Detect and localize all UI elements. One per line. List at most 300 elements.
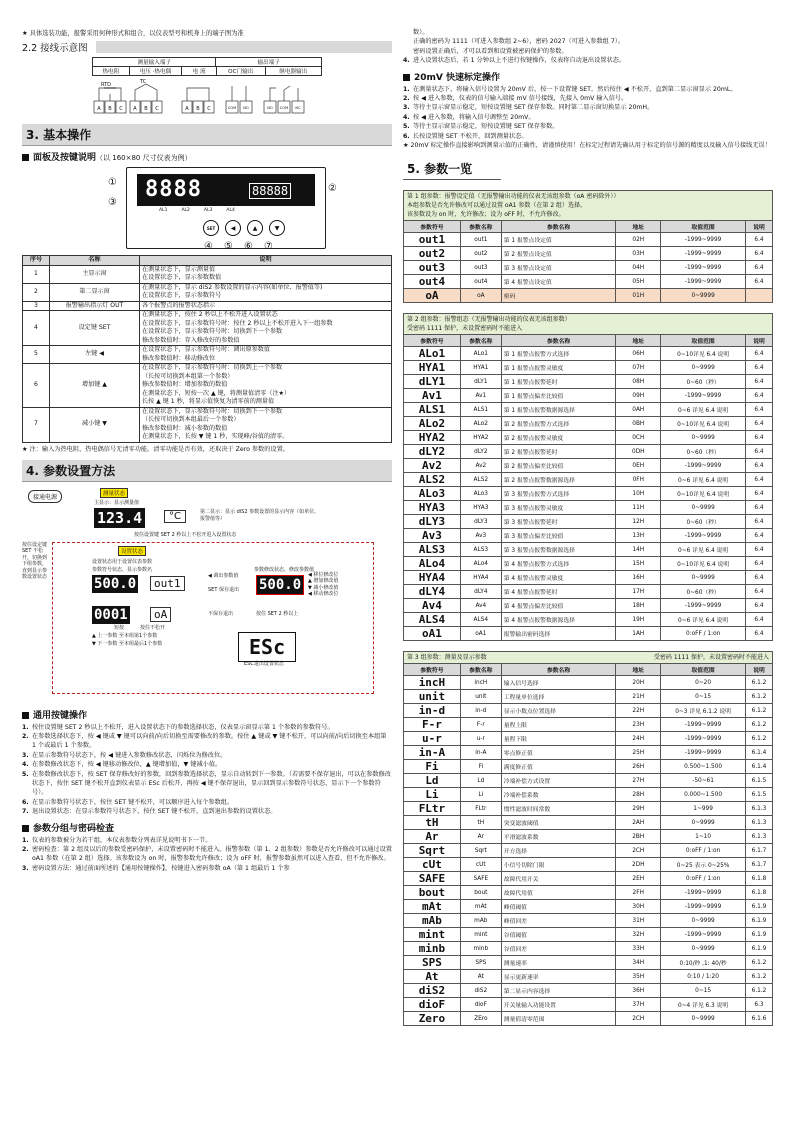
param-row <box>404 928 773 942</box>
param-cell: in-A <box>460 746 501 760</box>
param-cell: Av2 <box>404 459 461 473</box>
param-cell: 0~4 详见 6.3 说明 <box>661 998 746 1012</box>
param-cell: dioF <box>460 998 501 1012</box>
param-cell: 0:10 / 1:20 <box>661 970 746 984</box>
callout-4: ④ <box>204 241 213 252</box>
param-row <box>404 830 773 844</box>
param-cell: 6.4 <box>746 613 773 627</box>
kt-name: 增加键 ▲ <box>50 364 140 408</box>
param-row <box>404 233 773 247</box>
param-row <box>404 459 773 473</box>
panel-illustration <box>22 165 392 255</box>
param-cell: 0DH <box>616 445 661 459</box>
lbl-longhold: 按住不松开 <box>140 624 166 631</box>
param-header-cell: 取值范围 <box>661 221 746 233</box>
param-cell: ALS3 <box>460 543 501 557</box>
down-key-icon[interactable]: ▼ <box>269 220 285 236</box>
callout-7: ⑦ <box>264 241 273 252</box>
callout-2: ② <box>328 183 337 194</box>
param-cell: 6.4 <box>746 275 773 289</box>
param-cell: 第 4 报警点报警方式选择 <box>501 557 616 571</box>
list-item <box>22 751 392 760</box>
term-b-3: B <box>196 106 200 112</box>
param-cell: 惯性滤波时间常数 <box>501 802 616 816</box>
led-al4: AL4 <box>226 208 235 213</box>
param-cell: 第 1 报警点偏差比较值 <box>501 389 616 403</box>
param-cell: 2CH <box>616 844 661 858</box>
param-symbol-state: 参数符号状态，显示参数名 <box>92 566 153 573</box>
list-item <box>22 864 392 873</box>
param-row <box>404 431 773 445</box>
param-cell: Av1 <box>404 389 461 403</box>
sec4-title: 4. 参数设置方法 <box>22 460 392 482</box>
param-cell: 6.1.9 <box>746 900 773 914</box>
param-row <box>404 543 773 557</box>
param-cell: 0~10详见 6.4 说明 <box>661 347 746 361</box>
param-cell: 6.4 <box>746 585 773 599</box>
param-cell: 第 1 报警点报警灵敏度 <box>501 361 616 375</box>
param-cell: SAFE <box>460 872 501 886</box>
param-row <box>404 704 773 718</box>
param-cell: 0~3 详见 6.1.2 说明 <box>661 704 746 718</box>
param-cell: 第 2 报警点偏差比较值 <box>501 459 616 473</box>
param-cell: minb <box>460 942 501 956</box>
param-cell: 6.4 <box>746 375 773 389</box>
kt-desc <box>140 301 392 311</box>
param-cell: 0~9999 <box>661 914 746 928</box>
param-cell: 平滑滤波系数 <box>501 830 616 844</box>
param-cell: 0~6 详见 6.4 说明 <box>661 403 746 417</box>
param-cell: 6.1.4 <box>746 746 773 760</box>
param-cell: 输入信号选择 <box>501 676 616 690</box>
param-cell: 测量值清零范围 <box>501 1012 616 1026</box>
param-cell: 冷端补偿方式设置 <box>501 774 616 788</box>
list-text: 密码检查：第 2 组及以后的参数受密码保护，未设置密码时不能进入。报警参数（第 1、2 组参数）参数是否允许修改可以通过设置 oA1 参数（在第 2 组）选择。该参数设为 on 时，报警参数允许修改；设为 oFF 时，报警参数虽然可以进入查看，但不允许修改。 <box>32 845 392 863</box>
password-continue <box>403 28 773 56</box>
param-cell: 6.1.2 <box>746 956 773 970</box>
param-cell: 6.4 <box>746 487 773 501</box>
param-cell: in-d <box>404 704 461 718</box>
param-cell: 第 4 报警点偏差比较值 <box>501 599 616 613</box>
wiring-terminals-svg <box>92 76 322 116</box>
param-cell: 2AH <box>616 816 661 830</box>
list-num: 3. <box>22 864 29 872</box>
param-cell: 0~9999 <box>661 501 746 515</box>
param-cell: Li <box>460 788 501 802</box>
measure-lcd: 123.4 <box>94 508 145 528</box>
param-cell: Li <box>404 788 461 802</box>
param-cell: -1999~9999 <box>661 389 746 403</box>
param-cell: -1999~9999 <box>661 261 746 275</box>
param-cell: 0FH <box>616 473 661 487</box>
panel-frame <box>126 167 326 249</box>
list-num: 5. <box>403 123 410 131</box>
g3-head-left: 第 3 组参数：测量及显示参数 <box>407 654 487 662</box>
kt-desc-line: 在设置状态下，显示参数符号 <box>142 292 222 299</box>
param-cell: 6.1.8 <box>746 886 773 900</box>
callout-3: ③ <box>108 197 117 208</box>
tc-label: TC <box>140 79 147 85</box>
param-row <box>404 289 773 303</box>
param-cell: 6.1.2 <box>746 718 773 732</box>
param-cell: oA1 <box>404 627 461 641</box>
param-cell: -1999~9999 <box>661 732 746 746</box>
param-cell: ALo4 <box>404 557 461 571</box>
wiring-diagram <box>92 57 322 116</box>
param-cell: 0~10详见 6.4 说明 <box>661 557 746 571</box>
param-cell: 第 4 报警点设定值 <box>501 275 616 289</box>
lbl-key-2: ▲ 增加修改值 <box>308 578 339 584</box>
param-cell: 0:10/秒 ,1: 40/秒 <box>661 956 746 970</box>
kt-desc-line: 修改参数值时：移动修改位 <box>142 354 216 362</box>
term-c-1: C <box>119 106 123 112</box>
panel-display-area <box>137 174 315 206</box>
groups-heading <box>22 821 392 834</box>
param-cell: -1999~9999 <box>661 900 746 914</box>
param-cell: 20H <box>616 676 661 690</box>
param-cell: out1 <box>460 233 501 247</box>
param-row <box>404 970 773 984</box>
param-cell: 1~10 <box>661 830 746 844</box>
param-row <box>404 984 773 998</box>
param-cell: 34H <box>616 956 661 970</box>
g2-head-1: 第 2 组参数：报警组态（无报警输出功能的仪表无该组参数） <box>407 316 571 324</box>
param-cell: dLY1 <box>460 375 501 389</box>
list-text: 在显示参数符号状态下，按 ◀ 键进入参数修改状态，闪烁位为修改位。 <box>32 751 227 759</box>
param-cell: Av2 <box>460 459 501 473</box>
param-cell: -50~61 <box>661 774 746 788</box>
param-cell: dLY2 <box>404 445 461 459</box>
param-cell: -1999~9999 <box>661 928 746 942</box>
param-cell: 16H <box>616 571 661 585</box>
param-row <box>404 585 773 599</box>
param-cell: 03H <box>616 247 661 261</box>
param-cell: mint <box>404 928 461 942</box>
g1-header <box>403 190 773 220</box>
param-row <box>404 788 773 802</box>
group-3 <box>403 651 773 1026</box>
list-text: 在测量状态下，将输入信号设置为 20mV 后，按一下设置键 SET，然后按住 ◀ 不松开，直到第二显示窗显示 20mL。 <box>413 85 737 93</box>
list-text: 按 ◀ 进入参数，将输入信号调整至 20mV。 <box>413 113 535 121</box>
param-cell: 0~9999 <box>661 431 746 445</box>
mv-list <box>403 85 773 141</box>
edit-value-lcd: 500.0 <box>256 575 304 595</box>
param-cell: 25H <box>616 746 661 760</box>
kt-row <box>23 346 392 364</box>
group-1 <box>403 190 773 303</box>
param-cell: 6.4 <box>746 445 773 459</box>
param-cell: 0~6 详见 6.4 说明 <box>661 613 746 627</box>
param-row <box>404 501 773 515</box>
kt-no: 2 <box>23 283 50 301</box>
param-cell: ALS3 <box>404 543 461 557</box>
param-cell: 1~999 <box>661 802 746 816</box>
param-cell: 第 1 报警点报警数据源选择 <box>501 403 616 417</box>
param-row <box>404 914 773 928</box>
param-cell: diS2 <box>404 984 461 998</box>
param-cell: 18H <box>616 599 661 613</box>
list-item <box>22 760 392 769</box>
param-cell: 6.1.5 <box>746 788 773 802</box>
sec5-title: 5. 参数一览 <box>403 158 501 180</box>
param-row <box>404 942 773 956</box>
param-row <box>404 1012 773 1026</box>
param-cell: 显示小数点位置选择 <box>501 704 616 718</box>
param-cell: 0~25 表示 0~25% <box>661 858 746 872</box>
lbl-key-3: ▼ 减小修改值 <box>308 584 339 591</box>
g2-head-2: 受密码 1111 保护，未设置密码时不能进入 <box>407 325 523 333</box>
param-header-cell: 取值范围 <box>661 664 746 676</box>
term-b-1: B <box>108 106 112 112</box>
param-cell: -1999~9999 <box>661 529 746 543</box>
param-row <box>404 571 773 585</box>
list-num: 2. <box>403 95 410 103</box>
hold-set-label: 按住设置键 SET 2 秒以上不松开进入设置状态 <box>134 531 237 538</box>
param-cell: 15H <box>616 557 661 571</box>
param-cell: 0~10详见 6.4 说明 <box>661 417 746 431</box>
param-cell: dLY1 <box>404 375 461 389</box>
param-cell: 27H <box>616 774 661 788</box>
param-row <box>404 403 773 417</box>
list-text: 在参数选择状态下，按 ◀ 键或 ▼ 键可以向前/向后切换至需要修改的参数。按住 ▲ 键或 ▼ 键不松开，可以向前/向后切换至本组第 1 个或最后 1 个参数。 <box>32 732 387 750</box>
kt-desc <box>140 265 392 283</box>
param-cell: 0.000~1.500 <box>661 788 746 802</box>
param-header-cell: 参数名称 <box>460 221 501 233</box>
mv-heading <box>403 70 773 83</box>
param-header-row <box>404 664 773 676</box>
param-cell: bout <box>460 886 501 900</box>
param-cell: 6.1.2 <box>746 984 773 998</box>
param-row <box>404 802 773 816</box>
param-cell: diS2 <box>460 984 501 998</box>
output-group-label: 输出端子 <box>216 57 322 67</box>
panel-leds <box>159 208 235 213</box>
param-cell: minb <box>404 942 461 956</box>
param-cell: Av3 <box>460 529 501 543</box>
param-cell: 0~6 详见 6.4 说明 <box>661 543 746 557</box>
param-cell: 密码 <box>501 289 616 303</box>
param-cell: unit <box>404 690 461 704</box>
param-cell: mAt <box>460 900 501 914</box>
param-cell: 6.4 <box>746 403 773 417</box>
param-cell: 0~60（秒） <box>661 445 746 459</box>
lbl-up: ▲ 上一参数 至本组第1个参数 <box>92 632 158 639</box>
param-cell: 19H <box>616 613 661 627</box>
param-cell: in-d <box>460 704 501 718</box>
param-cell: 6.4 <box>746 529 773 543</box>
param-row <box>404 774 773 788</box>
lbl-hold: 按住 SET 2 秒以上 <box>256 610 299 617</box>
param-header-cell: 参数名称 <box>501 221 616 233</box>
up-key-icon[interactable]: ▲ <box>247 220 263 236</box>
param-cell: 6.4 <box>746 431 773 445</box>
param-cell: 第 4 报警点报警数据源选择 <box>501 613 616 627</box>
param-cell: Ar <box>460 830 501 844</box>
cont-item-4: 4. 进入设置状态后，若 1 分钟以上不进行按键操作，仪表将自动退出设置状态。 <box>403 57 626 65</box>
param-cell: 第 2 报警点报警数据源选择 <box>501 473 616 487</box>
param-row <box>404 515 773 529</box>
list-num: 3. <box>22 751 29 759</box>
term-oc-no: NO <box>243 106 249 110</box>
kt-name: 第二显示窗 <box>50 283 140 301</box>
kt-desc-line: 修改参数值时：增加参数的数值 <box>142 381 228 388</box>
param-row <box>404 872 773 886</box>
param-cell: At <box>460 970 501 984</box>
param-header-cell: 地址 <box>616 664 661 676</box>
list-text: 在显示参数符号状态下，按住 SET 键不松开，可以顺序进入每个参数组。 <box>32 798 234 806</box>
term-relay-nc: NC <box>295 106 301 110</box>
led-al1: AL1 <box>159 208 168 213</box>
param-cell: 36H <box>616 984 661 998</box>
param-cell: -1999~9999 <box>661 275 746 289</box>
param-cell: 开关量输入功能设置 <box>501 998 616 1012</box>
param-cell: 第二显示内容选择 <box>501 984 616 998</box>
param-row <box>404 858 773 872</box>
param-cell: 0:oFF / 1:on <box>661 872 746 886</box>
set-key[interactable]: SET <box>203 220 219 236</box>
param-cell: 2EH <box>616 872 661 886</box>
param-cell: 满度修正值 <box>501 760 616 774</box>
esc-label: ESC退出设置状态 <box>244 660 284 667</box>
param-row <box>404 613 773 627</box>
param-cell: 06H <box>616 347 661 361</box>
param-cell: 6.4 <box>746 627 773 641</box>
param-cell: 0~60（秒） <box>661 585 746 599</box>
list-item <box>22 723 392 732</box>
param-cell: in-A <box>404 746 461 760</box>
param-cell: 6.1.9 <box>746 914 773 928</box>
term-c-3: C <box>207 106 211 112</box>
param-cell: 第 1 报警点报警方式选择 <box>501 347 616 361</box>
lbl-nosave: 不保存退出 <box>208 610 234 617</box>
state-setting: 设置状态 <box>118 546 146 556</box>
param-cell: ALS4 <box>460 613 501 627</box>
g2-table <box>403 334 773 641</box>
param-cell: 突变滤波阈值 <box>501 816 616 830</box>
wiring-title: 2.2 接线示意图 <box>22 43 88 54</box>
param-cell: FLtr <box>460 802 501 816</box>
list-num: 4. <box>22 761 29 769</box>
param-cell: F-r <box>460 718 501 732</box>
param-name-lcd: out1 <box>150 576 185 591</box>
kt-row <box>23 283 392 301</box>
esc-lcd: ESc <box>238 632 296 662</box>
mv-title: 20mV 快速标定操作 <box>414 72 501 83</box>
list-num: 2. <box>22 845 29 853</box>
param-header-cell: 参数名称 <box>501 664 616 676</box>
kt-desc-line: 在测量状态下，短按一次 ▲ 键，将测量值清零（注★） <box>142 389 291 397</box>
lbl-recall: ◀ 调出参数值 <box>208 572 239 579</box>
param-cell: cUt <box>404 858 461 872</box>
param-cell: 08H <box>616 375 661 389</box>
lbl-down: ▼ 下一参数 至本组最后1个参数 <box>92 640 163 647</box>
param-cell: dLY4 <box>460 585 501 599</box>
param-cell: 6.4 <box>746 473 773 487</box>
param-header-cell: 说明 <box>746 664 773 676</box>
term-a-2: A <box>133 106 137 112</box>
rtd-label: RTD <box>101 82 112 88</box>
g1-head-2: 本组参数是否允许修改可以通过设置 oA1 参数（在第 2 组）选择。 <box>407 202 587 210</box>
input-current-label: 电 流 <box>182 67 217 76</box>
param-cell: 0:oFF / 1:on <box>661 844 746 858</box>
param-header-cell: 参数名称 <box>460 335 501 347</box>
panel-buttons <box>203 220 285 236</box>
g3-table <box>403 663 773 1026</box>
param-cell: -1999~9999 <box>661 718 746 732</box>
param-cell: out2 <box>460 247 501 261</box>
param-cell: Av4 <box>460 599 501 613</box>
param-cell: 0BH <box>616 417 661 431</box>
panel-heading <box>22 150 392 163</box>
param-header-cell: 说明 <box>746 335 773 347</box>
wiring-title-bar <box>96 41 392 53</box>
kt-row <box>23 311 392 346</box>
param-cell: 故障代用开关 <box>501 872 616 886</box>
param-cell: 6.1.7 <box>746 858 773 872</box>
param-row <box>404 417 773 431</box>
param-cell: 24H <box>616 732 661 746</box>
kt-desc-line: 在测量状态下，按住 2 秒以上不松开进入设置状态 <box>142 311 278 318</box>
param-cell: 05H <box>616 275 661 289</box>
param-cell: 6.1.3 <box>746 816 773 830</box>
kt-desc-line: 在设置状态下，显示参数数值 <box>142 274 222 281</box>
kt-name: 减小键 ▼ <box>50 407 140 442</box>
edit-keys <box>308 572 338 598</box>
kt-desc <box>140 407 392 442</box>
param-cell: u-r <box>460 732 501 746</box>
left-key-icon[interactable]: ◀ <box>225 220 241 236</box>
param-row <box>404 732 773 746</box>
param-cell: incH <box>404 676 461 690</box>
param-cell: 2CH <box>616 1012 661 1026</box>
param-row <box>404 261 773 275</box>
term-b-2: B <box>144 106 148 112</box>
param-value-lcd: 500.0 <box>94 575 137 592</box>
param-cell: 6.4 <box>746 571 773 585</box>
list-item <box>403 113 773 122</box>
param-cell: dioF <box>404 998 461 1012</box>
param-cell: Ld <box>460 774 501 788</box>
wiring-header <box>22 40 392 54</box>
param-row <box>404 557 773 571</box>
param-cell: 6.1.3 <box>746 830 773 844</box>
param-cell: 量程上限 <box>501 718 616 732</box>
list-num: 5. <box>22 770 29 778</box>
g1-table <box>403 220 773 303</box>
lbl-key-1: ◀ 移位修改位 <box>308 571 339 578</box>
groups-list <box>22 836 392 874</box>
key-note: ★ 注：输入为热电阻、热电偶信号无清零功能。清零功能是否有效，还取决于 Zero 参数的设置。 <box>22 445 289 453</box>
param-cell: 6.1.6 <box>746 1012 773 1026</box>
param-cell: 33H <box>616 942 661 956</box>
list-num: 6. <box>403 132 410 140</box>
param-cell: 报警输出密码选择 <box>501 627 616 641</box>
kt-row <box>23 364 392 408</box>
param-cell: 04H <box>616 261 661 275</box>
cont-1: 数）。 <box>413 29 429 36</box>
panel-main-lcd: 8888 <box>145 177 202 202</box>
param-header-cell: 参数名称 <box>501 335 616 347</box>
list-text: 退出设置状态：在显示参数符号状态下，按住 SET 键不松开，直到退出参数的设置状态。 <box>32 808 277 816</box>
list-text: 仪表的参数被分为若干组，本仪表参数分列表详见说明书下一节。 <box>32 836 212 844</box>
param-cell: ALS1 <box>460 403 501 417</box>
param-cell: 6.4 <box>746 261 773 275</box>
param-cell: out4 <box>404 275 461 289</box>
kt-desc-line: 修改参数值时：减小参数的数值 <box>142 424 228 432</box>
param-cell: HYA1 <box>460 361 501 375</box>
param-cell: 6.3 <box>746 998 773 1012</box>
param-cell: ALo2 <box>460 417 501 431</box>
